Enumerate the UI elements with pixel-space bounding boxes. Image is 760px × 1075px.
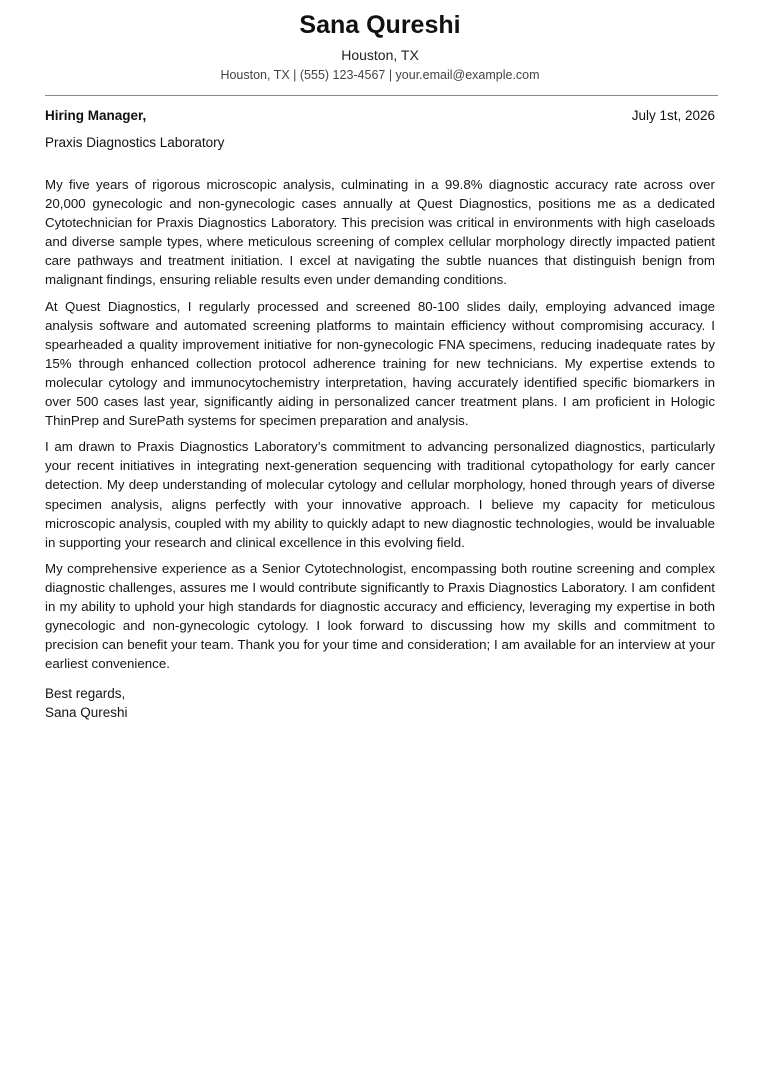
body-paragraph-1: My five years of rigorous microscopic analysis, culminating in a 99.8% diagnostic accuracy rate across over 20,000 gynecologic and non-gynecologic cases annually at Quest Diagnostics, positions me as a dedicated Cytotechnician for Praxis Diagnostics Laboratory. This precision was critical in environments with high caseloads and diverse sample types, where meticulous screening of complex cellular morphology directly impacted patient care pathways and treatment initiation. I excel at navigating the subtle nuances that distinguish benign from malignant findings, ensuring reliable results even under demanding conditions. — [45, 177, 715, 288]
letter-body — [45, 175, 715, 673]
recipient-salutation: Hiring Manager, — [45, 108, 147, 123]
applicant-name: Sana Qureshi — [299, 11, 461, 39]
letter-signoff — [45, 684, 715, 722]
recipient-date-row — [45, 107, 715, 125]
body-paragraph-2: At Quest Diagnostics, I regularly processed and screened 80-100 slides daily, employing advanced image analysis software and automated screening platforms to maintain efficiency without compromising accuracy. I spearheaded a quality improvement initiative for non-gynecologic FNA specimens, reducing inadequate rates by 15% through enhanced collection protocol adherence training for new technicians. My expertise extends to molecular cytology and immunocytochemistry interpretation, having accurately identified specific biomarkers in over 500 cases last year, significantly aiding in personalized cancer treatment plans. I am proficient in Hologic ThinPrep and SurePath systems for specimen preparation and analysis. — [45, 298, 715, 429]
header-divider — [45, 95, 718, 96]
applicant-contact: Houston, TX | (555) 123-4567 | your.email@example.com — [220, 68, 540, 82]
letter-header — [45, 0, 715, 83]
signature-name: Sana Qureshi — [45, 705, 128, 721]
body-paragraph-3: I am drawn to Praxis Diagnostics Laboratory’s commitment to advancing personalized diagnostics, particularly your recent initiatives in integrating next-generation sequencing with traditional cytopathology for early cancer detection. My deep understanding of molecular cytology and cellular morphology, honed through years of diverse specimen analysis, aligns perfectly with your innovative approach. I believe my capacity for meticulous microscopic analysis, coupled with my ability to quickly adapt to new diagnostic technologies, would be invaluable in supporting your research and clinical excellence in this evolving field. — [45, 439, 715, 550]
closing-line: Best regards, — [45, 686, 126, 702]
applicant-location: Houston, TX — [341, 47, 419, 63]
body-paragraph-4: My comprehensive experience as a Senior Cytotechnologist, encompassing both routine screening and complex diagnostic challenges, assures me I would contribute significantly to Praxis Diagnostics Laboratory. I am confident in my ability to uphold your high standards for diagnostic accuracy and efficiency, leveraging my expertise in both gynecologic and non-gynecologic cytology. I look forward to discussing how my skills and commitment to precision can benefit your team. Thank you for your time and consideration; I am available for an interview at your earliest convenience. — [45, 560, 715, 672]
recipient-company: Praxis Diagnostics Laboratory — [45, 135, 225, 150]
letter-date: July 1st, 2026 — [631, 108, 715, 123]
